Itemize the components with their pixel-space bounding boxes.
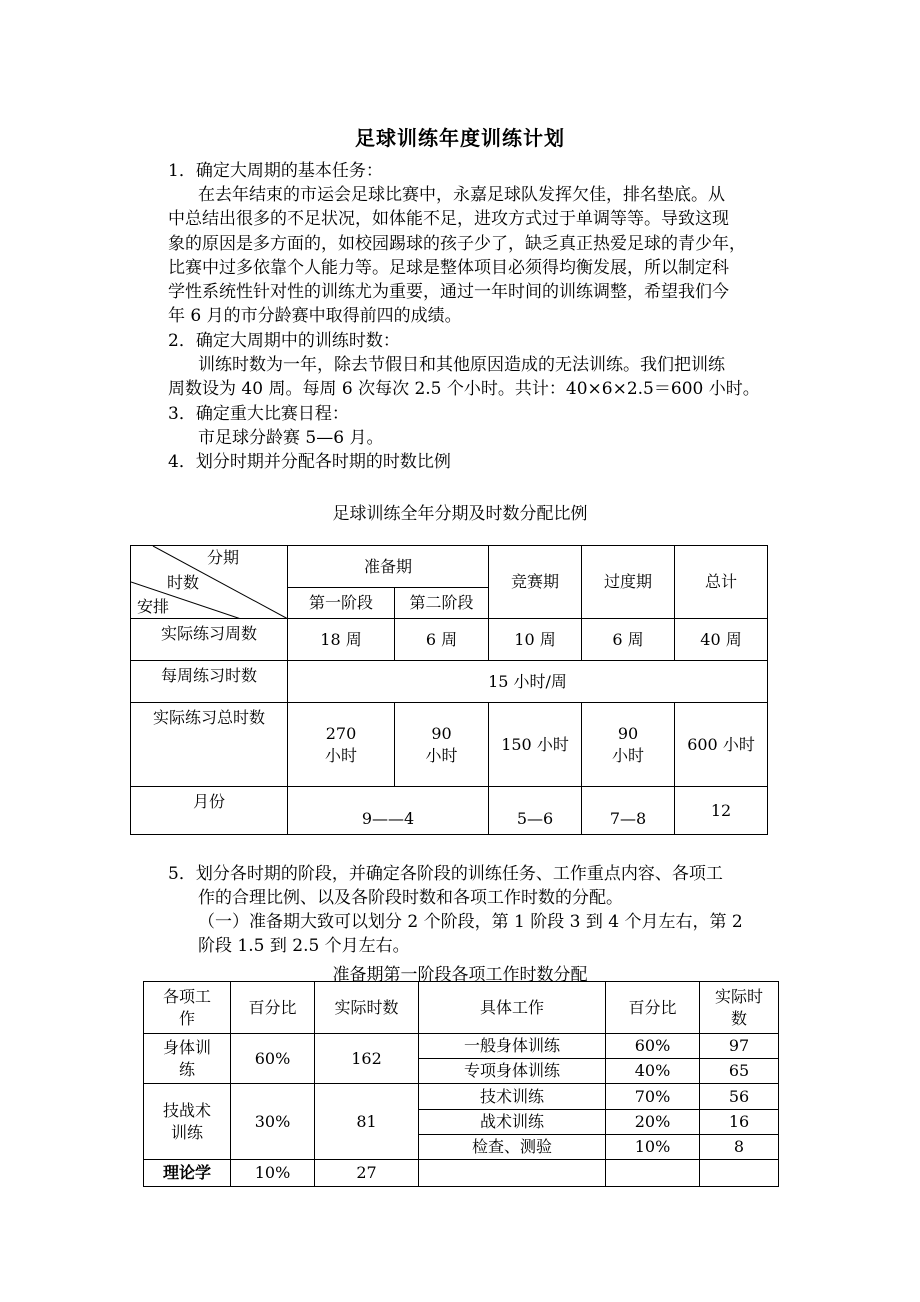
header-transition-period: 过度期 — [582, 546, 675, 619]
section-1-line: 年 6 月的市分龄赛中取得前四的成绩。 — [168, 306, 462, 326]
header-hours: 实际时数 — [315, 982, 419, 1034]
unit: 小时 — [425, 745, 458, 765]
corner-label-hours: 时数 — [167, 573, 200, 592]
tactics-percent: 30% — [231, 1084, 315, 1160]
cell-month-total: 12 — [675, 787, 768, 835]
header-total: 总计 — [675, 546, 768, 619]
section-1-line: 学性系统性针对性的训练尤为重要，通过一年时间的训练调整，希望我们今 — [168, 282, 729, 302]
detail-name: 战术训练 — [419, 1110, 606, 1135]
section-2-heading: 2．确定大周期中的训练时数： — [168, 331, 400, 351]
detail-percent: 70% — [606, 1084, 700, 1110]
physical-training-label — [144, 1034, 231, 1084]
detail-percent: 20% — [606, 1110, 700, 1135]
row-label-per-week: 每周练习时数 — [131, 661, 288, 703]
header-competition-period: 竞赛期 — [489, 546, 582, 619]
label-line: 练 — [178, 1059, 195, 1079]
value: 90 — [431, 723, 452, 743]
section-1-line: 象的原因是多方面的，如校园踢球的孩子少了，缺乏真正热爱足球的青少年， — [168, 234, 746, 254]
section-4-heading: 4．划分时期并分配各时期的时数比例 — [168, 452, 451, 472]
section-5-line: 作的合理比例、以及各阶段时数和各项工作时数的分配。 — [198, 888, 623, 908]
theory-label: 理论学 — [144, 1160, 231, 1187]
detail-hours: 65 — [700, 1059, 779, 1084]
cell-weeks-stage2: 6 周 — [395, 619, 489, 661]
section-1-heading: 1．确定大周期的基本任务： — [168, 161, 383, 181]
table-1-caption: 足球训练全年分期及时数分配比例 — [332, 504, 588, 524]
physical-percent: 60% — [231, 1034, 315, 1084]
empty-cell — [606, 1160, 700, 1187]
empty-cell — [700, 1160, 779, 1187]
cell-month-prep: 9——4 — [288, 787, 489, 835]
row-label-month: 月份 — [131, 787, 288, 835]
cell-hours-transition — [582, 703, 675, 787]
tactics-training-label — [144, 1084, 231, 1160]
cell-weeks-competition: 10 周 — [489, 619, 582, 661]
section-5-line: 阶段 1.5 到 2.5 个月左右。 — [198, 936, 410, 956]
label-line: 技战术 — [162, 1100, 211, 1120]
empty-cell — [419, 1160, 606, 1187]
period-allocation-table — [130, 545, 768, 835]
corner-label-arrange: 安排 — [137, 597, 170, 616]
prep-stage-1-allocation-table — [143, 981, 779, 1187]
detail-name: 专项身体训练 — [419, 1059, 606, 1084]
row-label-weeks: 实际练习周数 — [131, 619, 288, 661]
section-3-line: 市足球分龄赛 5—6 月。 — [198, 428, 384, 448]
header-detail: 具体工作 — [419, 982, 606, 1034]
cell-weeks-stage1: 18 周 — [288, 619, 395, 661]
header-hours-line: 数 — [730, 1008, 747, 1028]
physical-hours: 162 — [315, 1034, 419, 1084]
unit: 小时 — [612, 745, 645, 765]
header-stage-1: 第一阶段 — [288, 588, 395, 619]
table-2-caption: 准备期第一阶段各项工作时数分配 — [332, 965, 588, 985]
detail-name: 一般身体训练 — [419, 1034, 606, 1059]
cell-hours-competition: 150 小时 — [489, 703, 582, 787]
header-percent-2: 百分比 — [606, 982, 700, 1034]
cell-weeks-total: 40 周 — [675, 619, 768, 661]
detail-hours: 8 — [700, 1135, 779, 1160]
row-label-total-hours: 实际练习总时数 — [131, 703, 288, 787]
header-work — [144, 982, 231, 1034]
cell-hours-stage2 — [395, 703, 489, 787]
tactics-hours: 81 — [315, 1084, 419, 1160]
header-stage-2: 第二阶段 — [395, 588, 489, 619]
detail-percent: 10% — [606, 1135, 700, 1160]
value: 270 — [325, 723, 357, 743]
header-hours-2 — [700, 982, 779, 1034]
detail-hours: 56 — [700, 1084, 779, 1110]
detail-percent: 60% — [606, 1034, 700, 1059]
cell-month-competition: 5—6 — [489, 787, 582, 835]
cell-hours-total: 600 小时 — [675, 703, 768, 787]
cell-weeks-transition: 6 周 — [582, 619, 675, 661]
section-1-line: 比赛中过多依靠个人能力等。足球是整体项目必须得均衡发展，所以制定科 — [168, 258, 729, 278]
header-prep-period: 准备期 — [288, 546, 489, 588]
page-title: 足球训练年度训练计划 — [355, 126, 565, 150]
section-1-line: 在去年结束的市运会足球比赛中，永嘉足球队发挥欠佳，排名垫底。从 — [198, 185, 725, 205]
section-5-line: （一）准备期大致可以划分 2 个阶段，第 1 阶段 3 到 4 个月左右，第 2 — [198, 912, 743, 932]
header-work-line: 各项工 — [162, 986, 211, 1006]
unit: 小时 — [324, 745, 357, 765]
theory-percent: 10% — [231, 1160, 315, 1187]
detail-hours: 16 — [700, 1110, 779, 1135]
theory-hours: 27 — [315, 1160, 419, 1187]
corner-label-period: 分期 — [207, 548, 240, 567]
section-2-line: 周数设为 40 周。每周 6 次每次 2.5 个小时。共计：40×6×2.5＝600 小时。 — [168, 379, 760, 399]
cell-per-week-hours: 15 小时/周 — [288, 661, 768, 703]
cell-month-transition: 7—8 — [582, 787, 675, 835]
detail-name: 技术训练 — [419, 1084, 606, 1110]
section-2-line: 训练时数为一年，除去节假日和其他原因造成的无法训练。我们把训练 — [198, 355, 725, 375]
cell-hours-stage1 — [288, 703, 395, 787]
header-hours-line: 实际时 — [714, 986, 763, 1006]
section-3-heading: 3．确定重大比赛日程： — [168, 404, 349, 424]
detail-name: 检查、测验 — [419, 1135, 606, 1160]
corner-header-cell — [131, 546, 288, 619]
label-line: 身体训 — [162, 1037, 211, 1057]
section-1-line: 中总结出很多的不足状况，如体能不足，进攻方式过于单调等等。导致这现 — [168, 209, 729, 229]
label-line: 训练 — [170, 1122, 203, 1142]
value: 90 — [617, 723, 639, 743]
section-5-line: 5．划分各时期的阶段，并确定各阶段的训练任务、工作重点内容、各项工 — [168, 864, 723, 884]
header-work-line: 作 — [178, 1008, 195, 1028]
header-percent: 百分比 — [231, 982, 315, 1034]
detail-percent: 40% — [606, 1059, 700, 1084]
detail-hours: 97 — [700, 1034, 779, 1059]
